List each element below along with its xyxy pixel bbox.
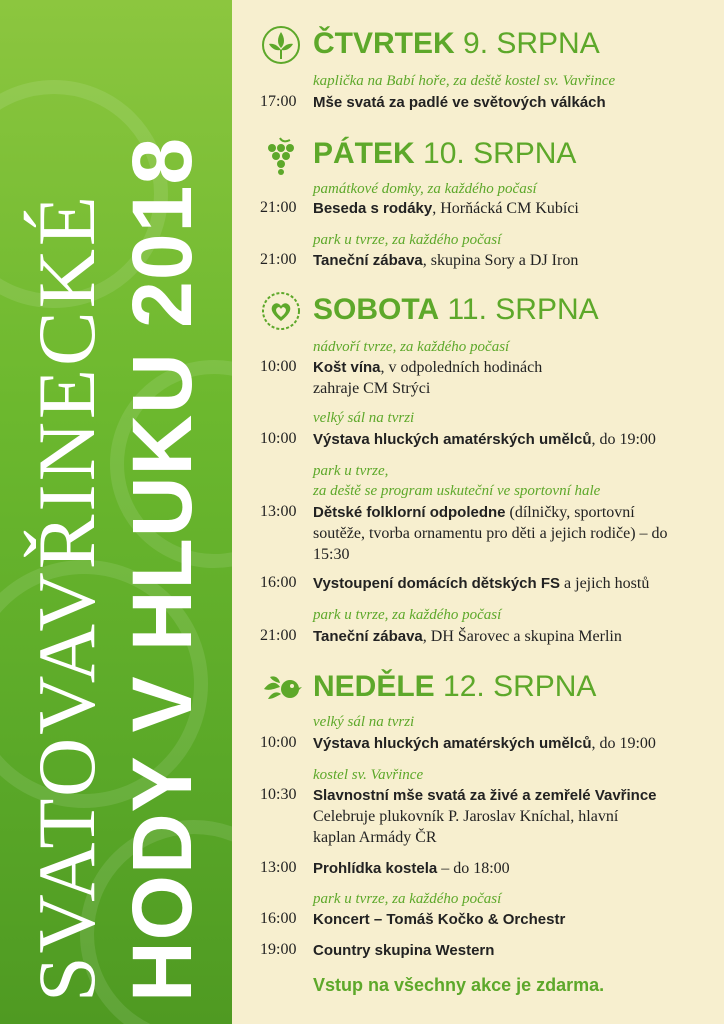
venue-label: park u tvrze, <box>313 463 389 479</box>
grapes-icon <box>260 134 302 176</box>
program-column <box>232 0 724 1024</box>
venue-label: velký sál na tvrzi <box>313 410 415 426</box>
event-time: 19:00 <box>260 941 297 958</box>
venue-label: kostel sv. Vavřince <box>313 767 424 783</box>
event-time: 13:00 <box>260 859 297 876</box>
event-time: 21:00 <box>260 199 297 216</box>
venue-label: park u tvrze, za každého počasí <box>313 232 502 248</box>
event-description: Koncert – Tomáš Kočko & Orchestr <box>313 911 566 928</box>
day-title-saturday: SOBOTA 11. SRPNA <box>313 293 599 326</box>
event-description: Prohlídka kostela – do 18:00 <box>313 860 510 877</box>
flower-ornament-icon <box>260 24 302 66</box>
event-time: 17:00 <box>260 93 297 110</box>
event-description: Dětské folklorní odpoledne (dílničky, sportovní soutěže, tvorba ornamentu pro děti a jejich rodiče) – do 15:30 <box>313 504 668 563</box>
event-time: 10:30 <box>260 786 297 803</box>
event-description: Taneční zábava, DH Šarovec a skupina Merlin <box>313 628 622 645</box>
event-description: Taneční zábava, skupina Sory a DJ Iron <box>313 252 579 269</box>
event-time: 13:00 <box>260 503 297 520</box>
venue-label: velký sál na tvrzi <box>313 714 415 730</box>
venue-label: park u tvrze, za každého počasí <box>313 607 502 623</box>
venue-label: památkové domky, za každého počasí <box>313 181 537 197</box>
venue-label: park u tvrze, za každého počasí <box>313 891 502 907</box>
event-detail: Celebruje plukovník P. Jaroslav Kníchal, hlavní kaplan Armády ČR <box>313 808 619 846</box>
event-description: Výstava hluckých amatérských umělců, do 19:00 <box>313 431 656 448</box>
event-time: 10:00 <box>260 430 297 447</box>
event-time: 16:00 <box>260 910 297 927</box>
title-line-1: SVATOVAVŘINECKÉ <box>21 192 112 1002</box>
event-description: Slavnostní mše svatá za živé a zemřelé Vavřince <box>313 787 657 804</box>
floral-bird-icon <box>260 667 302 709</box>
event-description: Vystoupení domácích dětských FS a jejich hostů <box>313 575 650 592</box>
event-time: 21:00 <box>260 627 297 644</box>
event-description: Country skupina Western <box>313 942 495 959</box>
day-title-thursday: ČTVRTEK 9. SRPNA <box>313 27 600 60</box>
day-title-sunday: NEDĚLE 12. SRPNA <box>313 670 597 703</box>
heart-ornament-icon <box>260 290 302 332</box>
event-description: Beseda s rodáky, Horňácká CM Kubíci <box>313 200 579 217</box>
title-panel <box>0 0 232 1024</box>
event-description: Výstava hluckých amatérských umělců, do 19:00 <box>313 735 656 752</box>
day-title-friday: PÁTEK 10. SRPNA <box>313 137 577 170</box>
event-time: 21:00 <box>260 251 297 268</box>
event-time: 16:00 <box>260 574 297 591</box>
venue-label: za deště se program uskuteční ve sportovní hale <box>313 483 601 499</box>
venue-label: nádvoří tvrze, za každého počasí <box>313 339 510 355</box>
event-description: Košt vína, v odpoledních hodinách zahraje CM Strýci <box>313 359 543 397</box>
free-entry-note: Vstup na všechny akce je zdarma. <box>313 975 605 995</box>
venue-label: kaplička na Babí hoře, za deště kostel sv. Vavřince <box>313 73 616 89</box>
event-description: Mše svatá za padlé ve světových válkách <box>313 94 606 111</box>
event-time: 10:00 <box>260 358 297 375</box>
event-title <box>16 22 216 1002</box>
title-line-2: HODY V HLUKU 2018 <box>115 136 209 1002</box>
event-time: 10:00 <box>260 734 297 751</box>
